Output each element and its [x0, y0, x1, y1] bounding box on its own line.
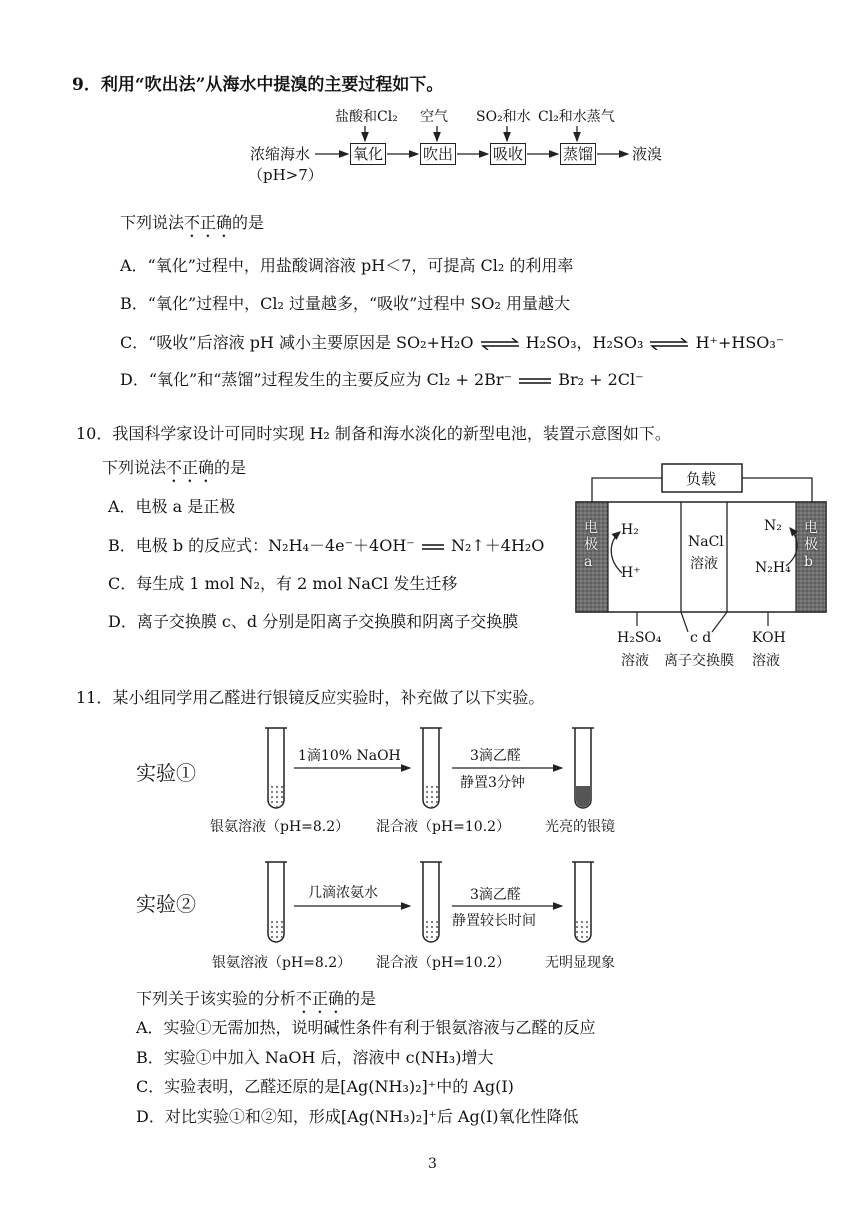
exp2-step2-line2: 静置较长时间 [452, 913, 536, 929]
exp1-step2-line1: 3滴乙醛 [470, 748, 521, 764]
exp1-tube1-caption: 银氨溶液（pH=8.2） [210, 819, 350, 835]
q9-reagent-4: Cl₂和水蒸气 [538, 109, 615, 125]
q9-step-distill: 蒸馏 [560, 143, 596, 165]
q9-option-c-pre: C．“吸收”后溶液 pH 减小主要原因是 SO₂+H₂O [120, 333, 474, 352]
q10-left-solution-formula: H₂SO₄ [617, 630, 662, 646]
q10-option-a: A．电极 a 是正极 [108, 497, 236, 516]
q10-right-solution-formula: KOH [752, 630, 786, 646]
q9-option-d-post: Br₂ + 2Cl⁻ [558, 370, 644, 389]
q11-prompt-pre: 下列关于该实验的分析 [136, 989, 297, 1008]
exp2-step1: 几滴浓氨水 [308, 885, 378, 901]
exp1-tube-3 [572, 728, 594, 808]
exp1-step1: 1滴10% NaOH [298, 748, 401, 764]
q10-left-h2: H₂ [621, 522, 639, 538]
exp2-tube-2 [420, 862, 442, 942]
q11-prompt [136, 986, 376, 1017]
q9-option-d-pre: D．“氧化”和“蒸馏”过程发生的主要反应为 Cl₂ + 2Br⁻ [120, 370, 513, 389]
q10-electrode-b-label: 电极b [804, 520, 818, 570]
exp2-tube-3 [572, 862, 594, 942]
exp2-tube-1 [265, 862, 287, 942]
exp1-tube3-caption: 光亮的银镜 [545, 819, 615, 835]
q10-middle-solution: 溶液 [690, 556, 718, 572]
page-number: 3 [428, 1156, 437, 1172]
q10-prompt-pre: 下列说法 [102, 458, 167, 477]
q10-right-solution-label: 溶液 [752, 653, 780, 669]
q9-stem: 9．利用“吹出法”从海水中提溴的主要过程如下。 [72, 75, 444, 95]
q9-start-ph: （pH>7） [248, 166, 323, 184]
q10-middle-nacl: NaCl [688, 534, 724, 550]
q10-load-label: 负载 [686, 470, 717, 488]
q9-prompt-pre: 下列说法 [120, 213, 185, 232]
exp1-step2-line2: 静置3分钟 [460, 775, 525, 791]
q10-membrane-label: 离子交换膜 [664, 653, 734, 669]
q9-reagent-3: SO₂和水 [476, 109, 531, 125]
q10-left-hplus: H⁺ [621, 565, 641, 581]
q9-step-absorb: 吸收 [490, 143, 526, 165]
q11-stem: 11．某小组同学用乙醛进行银镜反应实验时，补充做了以下实验。 [76, 688, 545, 707]
q10-option-b-post: N₂↑＋4H₂O [450, 536, 545, 555]
q9-reagent-1: 盐酸和Cl₂ [335, 109, 398, 125]
exp2-tube1-caption: 银氨溶液（pH=8.2） [212, 955, 352, 971]
q10-prompt-emphasis: 不正确 [166, 458, 215, 477]
exp1-tube-1 [265, 728, 287, 808]
q10-right-n2: N₂ [764, 518, 782, 534]
q9-prompt-emphasis: 不正确 [184, 213, 233, 232]
q11-option-c: C．实验表明，乙醛还原的是[Ag(NH₃)₂]⁺中的 Ag(I) [136, 1077, 514, 1096]
q9-option-c-post: H⁺+HSO₃⁻ [695, 333, 785, 352]
q9-prompt-post: 的是 [232, 213, 265, 232]
q10-option-b-pre: B．电极 b 的反应式：N₂H₄－4e⁻＋4OH⁻ [108, 536, 415, 555]
q9-step-oxidation: 氧化 [350, 143, 386, 165]
exp1-tube-2 [420, 728, 442, 808]
q10-left-solution-label: 溶液 [621, 653, 649, 669]
q10-right-n2h4: N₂H₄ [755, 560, 791, 576]
q10-stem: 10．我国科学家设计可同时实现 H₂ 制备和海水淡化的新型电池，装置示意图如下。 [76, 424, 671, 443]
exp1-tube2-caption: 混合液（pH=10.2） [376, 819, 511, 835]
exp2-step2-line1: 3滴乙醛 [470, 887, 521, 903]
q9-reagent-2: 空气 [420, 109, 448, 125]
q9-option-a: A．“氧化”过程中，用盐酸调溶液 pH＜7，可提高 Cl₂ 的利用率 [120, 256, 574, 275]
q9-option-b: B．“氧化”过程中，Cl₂ 过量越多，“吸收”过程中 SO₂ 用量越大 [120, 294, 571, 313]
q9-option-c-mid: H₂SO₃，H₂SO₃ [525, 333, 644, 352]
q11-prompt-emphasis: 不正确 [296, 989, 345, 1008]
q10-prompt-post: 的是 [214, 458, 247, 477]
q9-step-blowout: 吹出 [420, 143, 456, 165]
exp1-label: 实验① [136, 761, 196, 785]
exp2-label: 实验② [136, 892, 196, 916]
q10-option-d: D．离子交换膜 c、d 分别是阳离子交换膜和阴离子交换膜 [108, 612, 519, 631]
q10-membrane-letters: c d [690, 630, 712, 646]
q9-start-label: 浓缩海水 [250, 145, 311, 163]
q11-option-d: D．对比实验①和②知，形成[Ag(NH₃)₂]⁺后 Ag(I)氧化性降低 [136, 1107, 579, 1126]
exp2-tube3-caption: 无明显现象 [545, 955, 615, 971]
q11-option-b: B．实验①中加入 NaOH 后，溶液中 c(NH₃)增大 [136, 1048, 494, 1067]
q11-option-a: A．实验①无需加热，说明碱性条件有利于银氨溶液与乙醛的反应 [136, 1018, 596, 1037]
q10-electrode-a-label: 电极a [584, 520, 598, 570]
exp2-tube2-caption: 混合液（pH=10.2） [376, 955, 511, 971]
q11-prompt-post: 的是 [344, 989, 377, 1008]
q10-option-c: C．每生成 1 mol N₂，有 2 mol NaCl 发生迁移 [108, 574, 458, 593]
q9-end-label: 液溴 [632, 145, 663, 163]
